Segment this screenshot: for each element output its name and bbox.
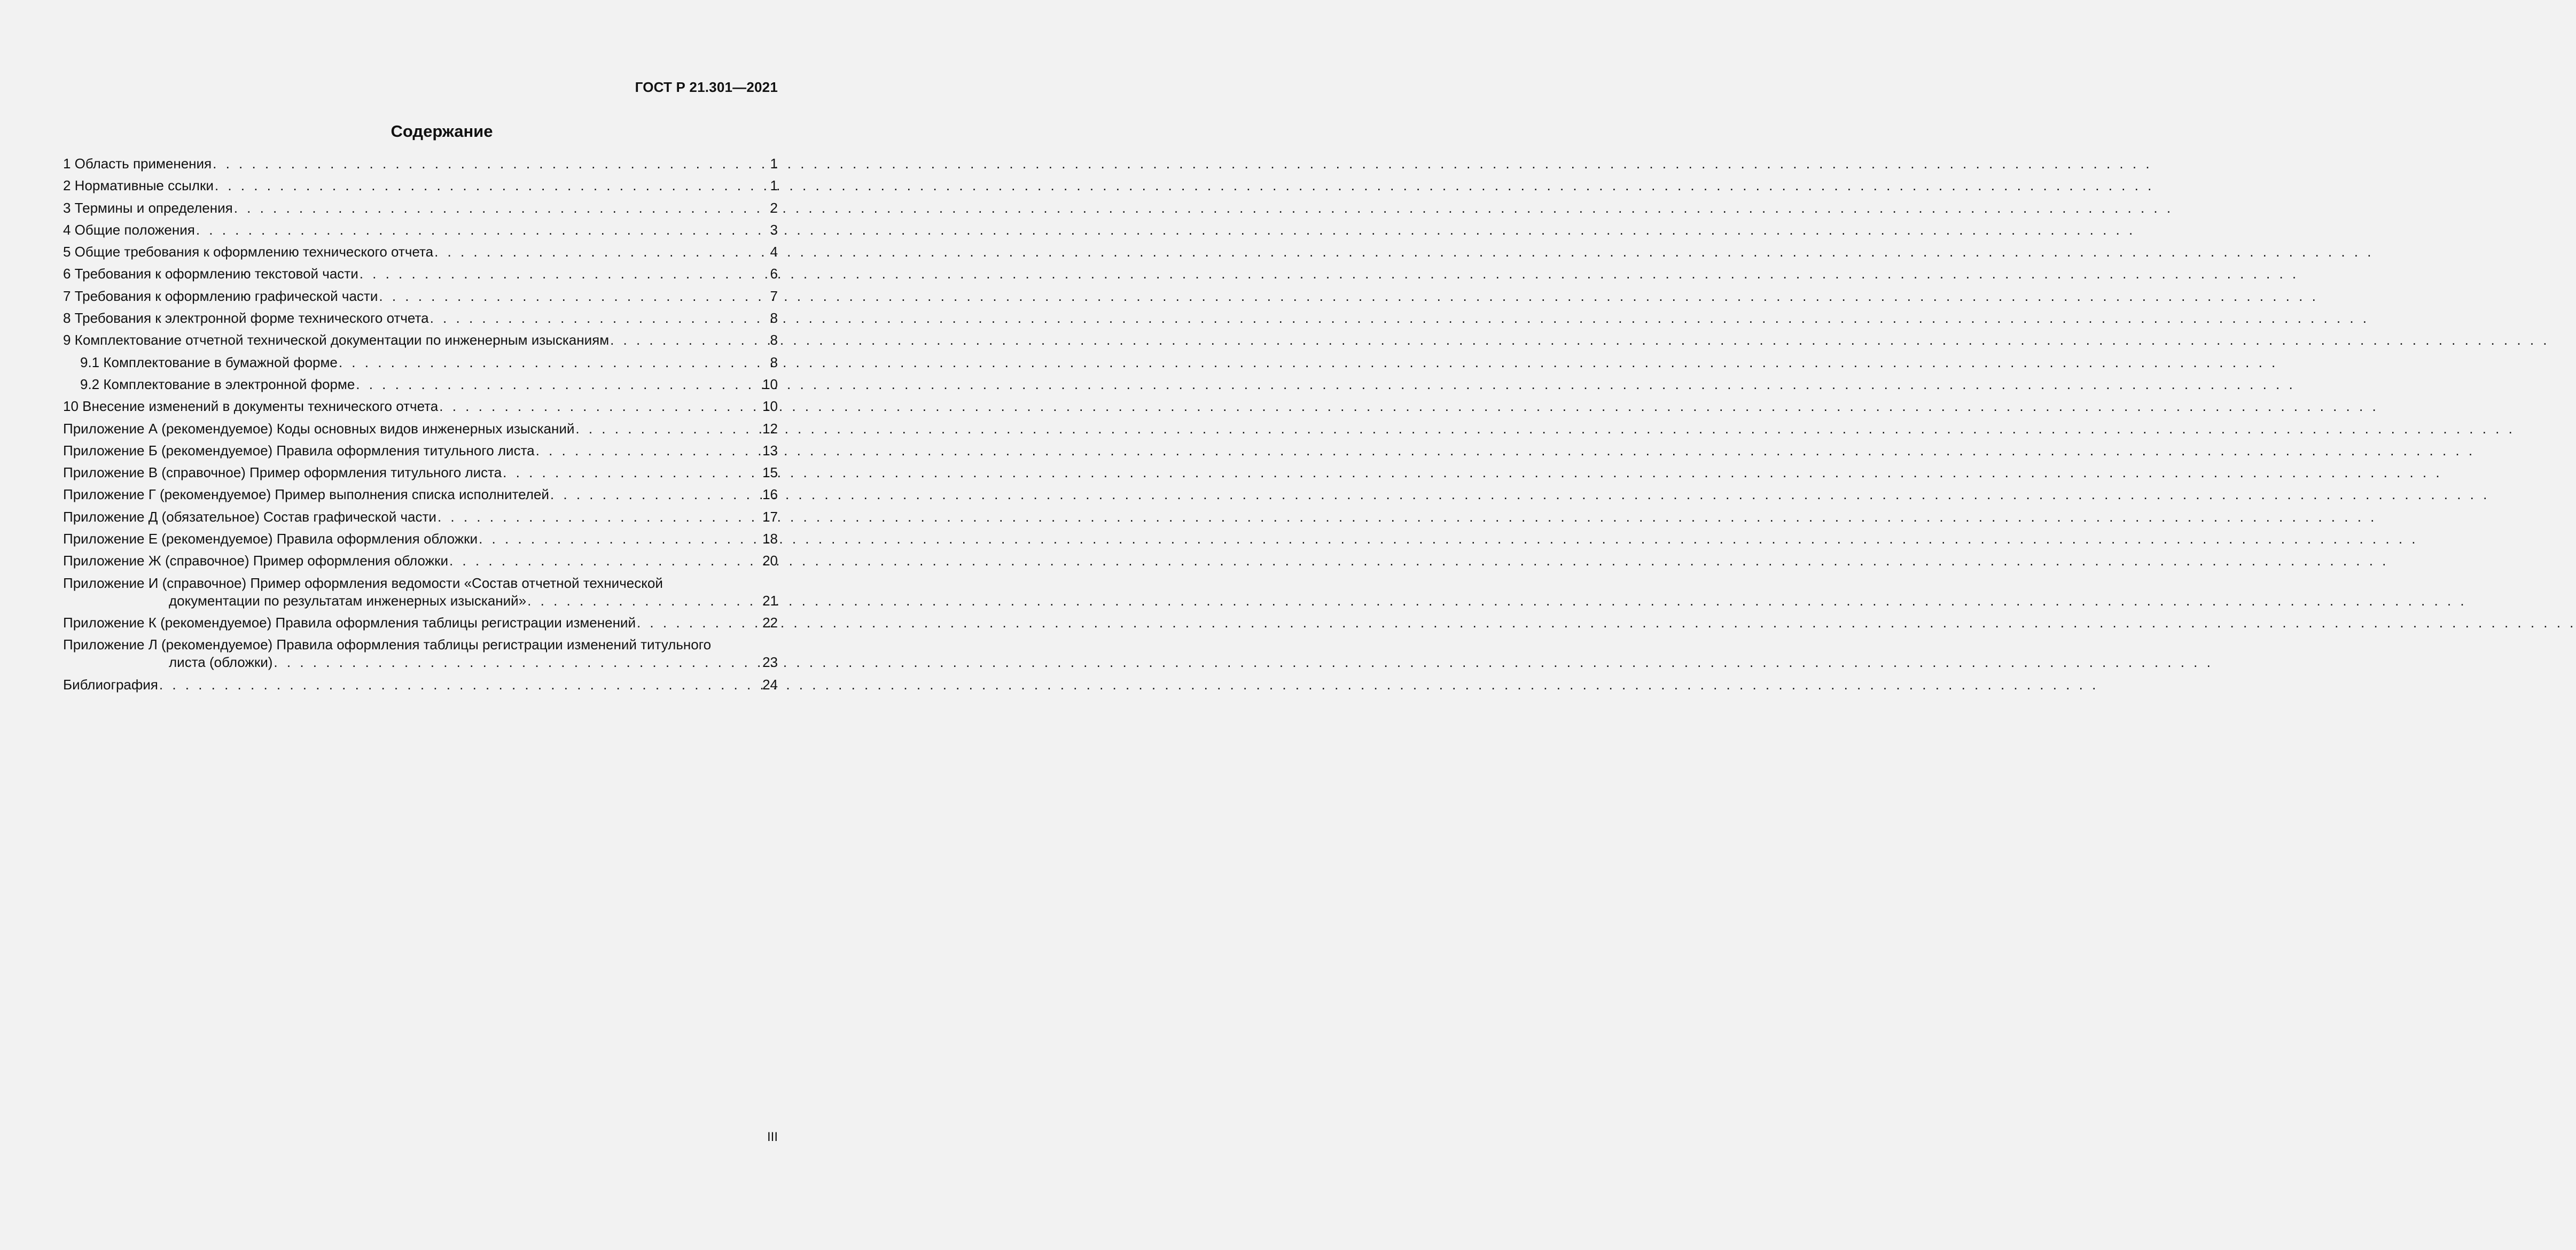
toc-leader-dots (358, 265, 770, 283)
toc-entry-page: 15 (762, 464, 778, 481)
toc-leader-dots (448, 552, 762, 570)
toc-entry[interactable] (63, 464, 778, 482)
toc-entry-page: 20 (762, 553, 778, 569)
toc-entry-label-line2: листа (обложки) (169, 654, 273, 671)
toc-entry-label: 3 Термины и определения (63, 199, 233, 216)
document-code: ГОСТ Р 21.301—2021 (635, 79, 778, 95)
toc-leader-dots (535, 442, 762, 460)
toc-entry-page: 12 (762, 420, 778, 437)
page-number: III (767, 1130, 778, 1144)
toc-entry[interactable] (63, 530, 778, 548)
toc-entry-page: 1 (770, 177, 778, 194)
toc-entry-page: 6 (770, 266, 778, 282)
toc-entry-page: 16 (762, 486, 778, 503)
toc-entry-label: 7 Требования к оформлению графической части (63, 288, 378, 304)
toc-leader-dots (195, 221, 770, 239)
toc-entry-page: 22 (762, 614, 778, 631)
toc-entry-page: 10 (762, 376, 778, 392)
toc-leader-dots (478, 530, 762, 548)
toc-entry-page: 13 (762, 442, 778, 459)
toc-leader-dots (338, 354, 770, 371)
toc-entry[interactable] (63, 288, 778, 305)
toc-leader-dots (436, 508, 762, 526)
toc-entry[interactable] (63, 398, 778, 415)
toc-entry-label: 2 Нормативные ссылки (63, 177, 214, 194)
toc-entry-page: 4 (770, 244, 778, 260)
toc-leader-dots (272, 654, 762, 671)
toc-entry-page: 8 (770, 310, 778, 327)
toc-entry-page: 23 (762, 654, 778, 671)
toc-entry[interactable] (63, 155, 778, 173)
toc-entry-page: 1 (770, 156, 778, 172)
toc-entry[interactable] (63, 331, 778, 349)
toc-leader-dots (549, 486, 762, 503)
toc-entry-page: 3 (770, 221, 778, 238)
toc-entry-multiline[interactable] (63, 574, 778, 610)
toc-entry-label-line1: Приложение И (справочное) Пример оформления ведомости «Состав отчетной технической (63, 574, 663, 591)
toc-leader-dots (212, 155, 770, 173)
toc-entry-label: Приложение Б (рекомендуемое) Правила оформления титульного листа (63, 442, 535, 459)
toc-entry-label: 5 Общие требования к оформлению технического отчета (63, 244, 434, 260)
toc-entry-label: Приложение А (рекомендуемое) Коды основных видов инженерных изысканий (63, 420, 575, 437)
toc-entry-label: Приложение Д (обязательное) Состав графической части (63, 508, 436, 525)
toc-leader-dots (158, 676, 762, 694)
toc-entry[interactable] (63, 486, 778, 503)
toc-entry[interactable] (63, 508, 778, 526)
toc-entry-label: 9 Комплектование отчетной технической документации по инженерным изысканиям (63, 332, 610, 348)
toc-entry-page: 2 (770, 199, 778, 216)
toc-entry[interactable] (63, 199, 778, 217)
toc-entry[interactable] (63, 309, 778, 327)
toc-leader-dots (574, 420, 762, 438)
toc-entry-multiline[interactable] (63, 636, 778, 671)
toc-entry[interactable] (63, 177, 778, 195)
toc-entry-label: Приложение Г (рекомендуемое) Пример выполнения списка исполнителей (63, 486, 549, 503)
toc-leader-dots (526, 592, 762, 610)
toc-entry[interactable] (63, 442, 778, 460)
toc-leader-dots (378, 288, 770, 305)
toc-entry-label: Приложение К (рекомендуемое) Правила оформления таблицы регистрации изменений (63, 614, 636, 631)
toc-entry[interactable] (63, 614, 778, 632)
toc-leader-dots (214, 177, 770, 195)
toc-entry-label-line2: документации по результатам инженерных изысканий» (169, 592, 527, 609)
toc-entry-label: Приложение Ж (справочное) Пример оформления обложки (63, 553, 448, 569)
toc-leader-dots (429, 309, 770, 327)
toc-entry-page: 7 (770, 288, 778, 304)
toc-subentry[interactable] (63, 354, 778, 371)
toc-entry[interactable] (63, 243, 778, 261)
toc-entry[interactable] (63, 265, 778, 283)
table-of-contents (63, 155, 778, 698)
toc-entry-label: 10 Внесение изменений в документы технического отчета (63, 398, 439, 415)
toc-entry-label: 1 Область применения (63, 156, 212, 172)
toc-entry-page: 18 (762, 531, 778, 547)
toc-entry-page: 8 (770, 332, 778, 348)
toc-leader-dots (609, 331, 770, 349)
toc-entry-label: Библиография (63, 676, 158, 693)
toc-entry[interactable] (63, 676, 778, 694)
toc-entry[interactable] (63, 420, 778, 438)
toc-subentry[interactable] (63, 376, 778, 393)
toc-entry-page: 21 (762, 592, 778, 609)
toc-leader-dots (355, 376, 762, 393)
toc-title: Содержание (391, 122, 493, 141)
toc-leader-dots (233, 199, 770, 217)
toc-entry[interactable] (63, 221, 778, 239)
toc-leader-dots (433, 243, 770, 261)
toc-entry-page: 24 (762, 676, 778, 693)
toc-entry-page: 17 (762, 508, 778, 525)
toc-entry-label: 8 Требования к электронной форме технического отчета (63, 310, 429, 327)
toc-leader-dots (502, 464, 762, 482)
toc-entry-label: 4 Общие положения (63, 221, 195, 238)
toc-entry-label: Приложение Е (рекомендуемое) Правила оформления обложки (63, 531, 478, 547)
toc-entry-label: 9.2 Комплектование в электронной форме (80, 376, 355, 392)
toc-entry-label: 6 Требования к оформлению текстовой части (63, 266, 358, 282)
toc-entry-page: 8 (770, 354, 778, 370)
toc-entry-page: 10 (762, 398, 778, 415)
toc-leader-dots (636, 614, 762, 632)
toc-entry-label: 9.1 Комплектование в бумажной форме (80, 354, 338, 370)
toc-entry[interactable] (63, 552, 778, 570)
toc-leader-dots (438, 398, 762, 415)
toc-entry-label: Приложение В (справочное) Пример оформления титульного листа (63, 464, 502, 481)
toc-entry-label-line1: Приложение Л (рекомендуемое) Правила оформления таблицы регистрации изменений титульного (63, 636, 712, 653)
